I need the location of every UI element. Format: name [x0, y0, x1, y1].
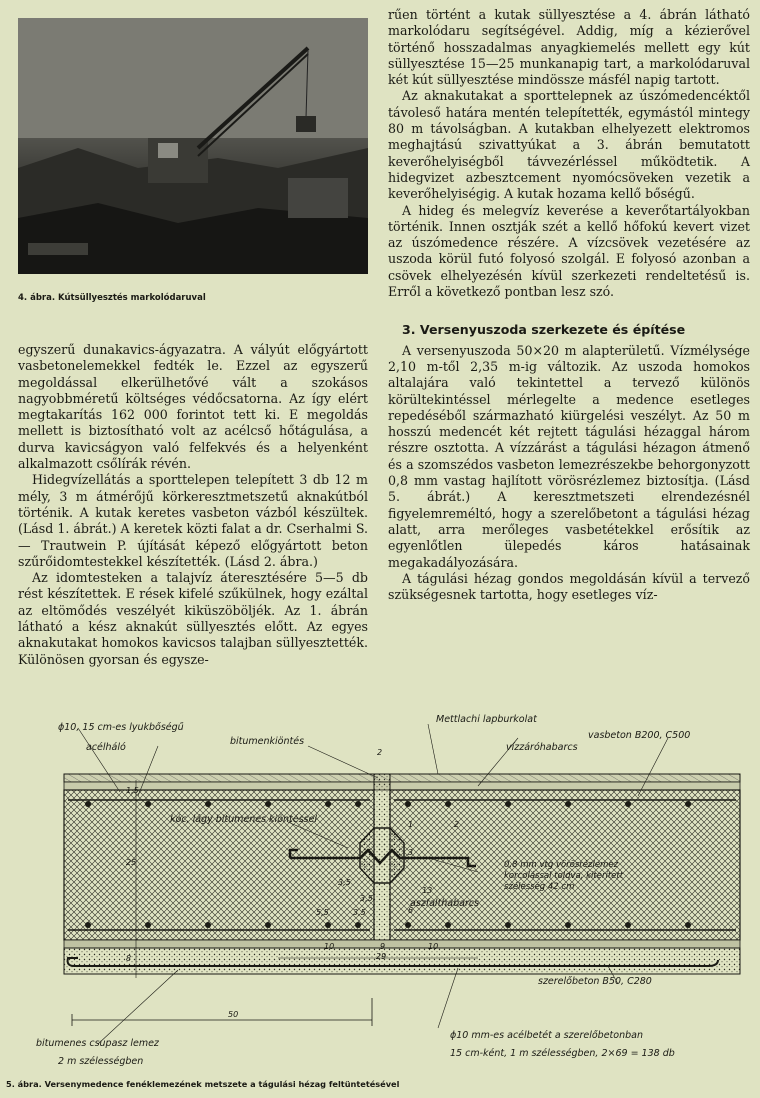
tile-layer	[64, 774, 740, 782]
right-paragraph: A hideg és melegvíz keverése a keverőtartályokban történik. Innen osztják szét a kellő hőfokú kevert vizet az úszómedence részére. A vízcsövek vezetésére az uszoda körül futó folyosó szolgál. E folyosó azonban a csövek elhelyezésén kívül szerkezeti rendeltetésű is. Erről a következő pontban lesz szó.	[388, 202, 750, 300]
dim-55: 5,5	[316, 908, 329, 917]
dim-2a: 2	[377, 748, 383, 757]
asphalt-layer	[64, 940, 740, 948]
dim-35b: 3,5	[353, 908, 366, 917]
right-paragraph: Az aknakutakat a sporttelepnek az úszómedencéktől távoleső határa mentén telepítették, egymástól mintegy 80 m távolságban. A kutakban elhelyezett elektromos meghajtású szivattyúkat a 3. ábrán bemutatott keverőhelyiségből távvezérléssel működtetik. A hidegvizet azbesztcement nyomócsöveken vezetik a keverőhelyiségig. A kutak hozama kellő bőségű.	[388, 88, 750, 202]
label-mettlachi: Mettlachi lapburkolat	[436, 714, 537, 725]
label-rezlemez: 0,8 mm vtg vörösrézlemez korcolással toldva, kiterített szélesség 42 cm	[504, 860, 624, 892]
dim-2b: 2	[454, 820, 460, 829]
right-column	[388, 7, 750, 603]
label-aszfalthabarcs: aszfalthabarcs	[410, 898, 480, 909]
dim-50: 50	[228, 1010, 239, 1019]
right-paragraph: A versenyuszoda 50×20 m alapterületű. Vízmélysége 2,10 m-től 2,35 m-ig változik. Az uszoda homokos altalajára való tekintettel a tervező különös körültekintéssel mérlegelte a medence esetleges repedéséből származható kiürgelési veszélyt. Az 50 m hosszú medencét két rejtett tágulási hézaggal három részre osztotta. A vízzárást a tágulási hézagon átmenő és a szomszédos vasbeton lemezrészekbe behorgonyzott 0,8 mm vastag hajlított vörösrézlemez biztosítja. (Lásd 5. ábrát.) A keresztmetszeti elrendezésnél figyelemreméltó, hogy a szerelőbetont a tágulási hézag alatt, arra merőleges vasbetétekkel erősítik az egyenlőtlen ülepedés káros hatásainak megakadályozására.	[388, 342, 750, 570]
slab-left	[64, 790, 374, 940]
figure5-caption: 5. ábra. Versenymedence fenéklemezének metszete a tágulási hézag feltüntetésével	[6, 1079, 400, 1089]
cross-section-svg	[8, 708, 752, 1078]
dim-8: 8	[126, 954, 132, 963]
label-acelhalo: acélháló	[86, 742, 126, 753]
section-heading: 3. Versenyuszoda szerkezete és építése	[402, 322, 686, 338]
dim-35a: 3,5	[338, 878, 351, 887]
label-vasbeton: vasbeton B200, C500	[588, 730, 691, 741]
mortar-layer	[64, 782, 740, 790]
sub-concrete	[64, 948, 740, 974]
dim-10a: 10	[324, 942, 335, 951]
dim-1: 1	[408, 820, 414, 829]
figure4-caption: 4. ábra. Kútsüllyesztés markolódaruval	[18, 293, 206, 303]
dim-15: 1,5	[126, 786, 139, 795]
dim-35c: 3,5	[360, 894, 373, 903]
label-kenkent: 15 cm-ként, 1 m szélességben, 2×69 = 138 db	[450, 1048, 675, 1059]
label-bitumenes: bitumenes csupasz lemez	[36, 1038, 159, 1049]
label-szerelobeton: szerelőbeton B50, C280	[538, 976, 652, 987]
figure5-drawing	[8, 708, 752, 1078]
label-szelesseg2m: 2 m szélességben	[58, 1056, 144, 1067]
dim-9: 9	[380, 942, 386, 951]
label-fi10: ϕ10, 15 cm-es lyukbőségű	[58, 722, 184, 733]
right-paragraph: rűen történt a kutak süllyesztése a 4. ábrán látható markolódaru segítségével. Addig, míg a kézierővel történő hosszadalmas anyagkiemelés mellett egy kút süllyesztése 15—25 munkanapig tart, a markolódaruval két kút süllyesztése mindössze másfél napig tartott.	[388, 7, 750, 88]
left-paragraph: Hidegvízellátás a sporttelepen telepített 3 db 12 m mély, 3 m átmérőjű körkeresztmetszetű aknakútból történik. A kutak keretes vasbeton vázból készültek. (Lásd 1. ábrát.) A keretek közti falat a dr. Cserhalmi S. — Trautwein P. újítását képező előgyártott beton szűrőidomtestekkel készítették. (Lásd 2. ábra.)	[18, 472, 368, 569]
crane-photo	[18, 18, 368, 274]
dim-13: 13	[422, 886, 433, 895]
dim-29: 29	[376, 952, 387, 961]
dim-3: 3	[408, 848, 414, 857]
label-vizzarohabarcs: vízzáróhabarcs	[506, 742, 578, 753]
left-column	[18, 342, 368, 668]
label-bitumenkiontes: bitumenkiöntés	[230, 736, 305, 747]
dim-25: 25	[126, 858, 137, 867]
right-paragraph: A tágulási hézag gondos megoldásán kívül a tervező szükségesnek tartotta, hogy esetleges víz-	[388, 570, 750, 603]
dim-10b: 10	[428, 942, 439, 951]
left-paragraph: egyszerű dunakavics-ágyazatra. A vályút előgyártott vasbetonelemekkel fedték le. Ezzel az egyszerű megoldással elkerülhetővé vált a szokásos nagyobbméretű költséges védőcsatorna. Az így elért megtakarítás 162 000 forintot tett ki. E megoldás mellett is biztosítható volt az acélcső hőtágulása, a durva kavicságyon való felfekvés és a helyenként alkalmazott csőlírák révén.	[18, 342, 368, 472]
crane-photo-drawing	[18, 18, 368, 274]
dim-6: 6	[408, 906, 414, 915]
left-paragraph: Az idomtesteken a talajvíz áteresztésére 5—5 db rést készítettek. E rések kifelé szűkülnek, hogy ezáltal az eltömődés veszélyét kiküszöböljék. Az 1. ábrán látható a kész aknakút süllyesztés előtt. Az egyes aknakutakat homokos kavicsos talajban süllyesztették. Különösen gyorsan és egysze-	[18, 570, 368, 667]
label-koc: kóc, lágy bitumenes kiöntéssel	[170, 814, 317, 825]
label-acelbetet: ϕ10 mm-es acélbetét a szerelőbetonban	[450, 1030, 643, 1041]
